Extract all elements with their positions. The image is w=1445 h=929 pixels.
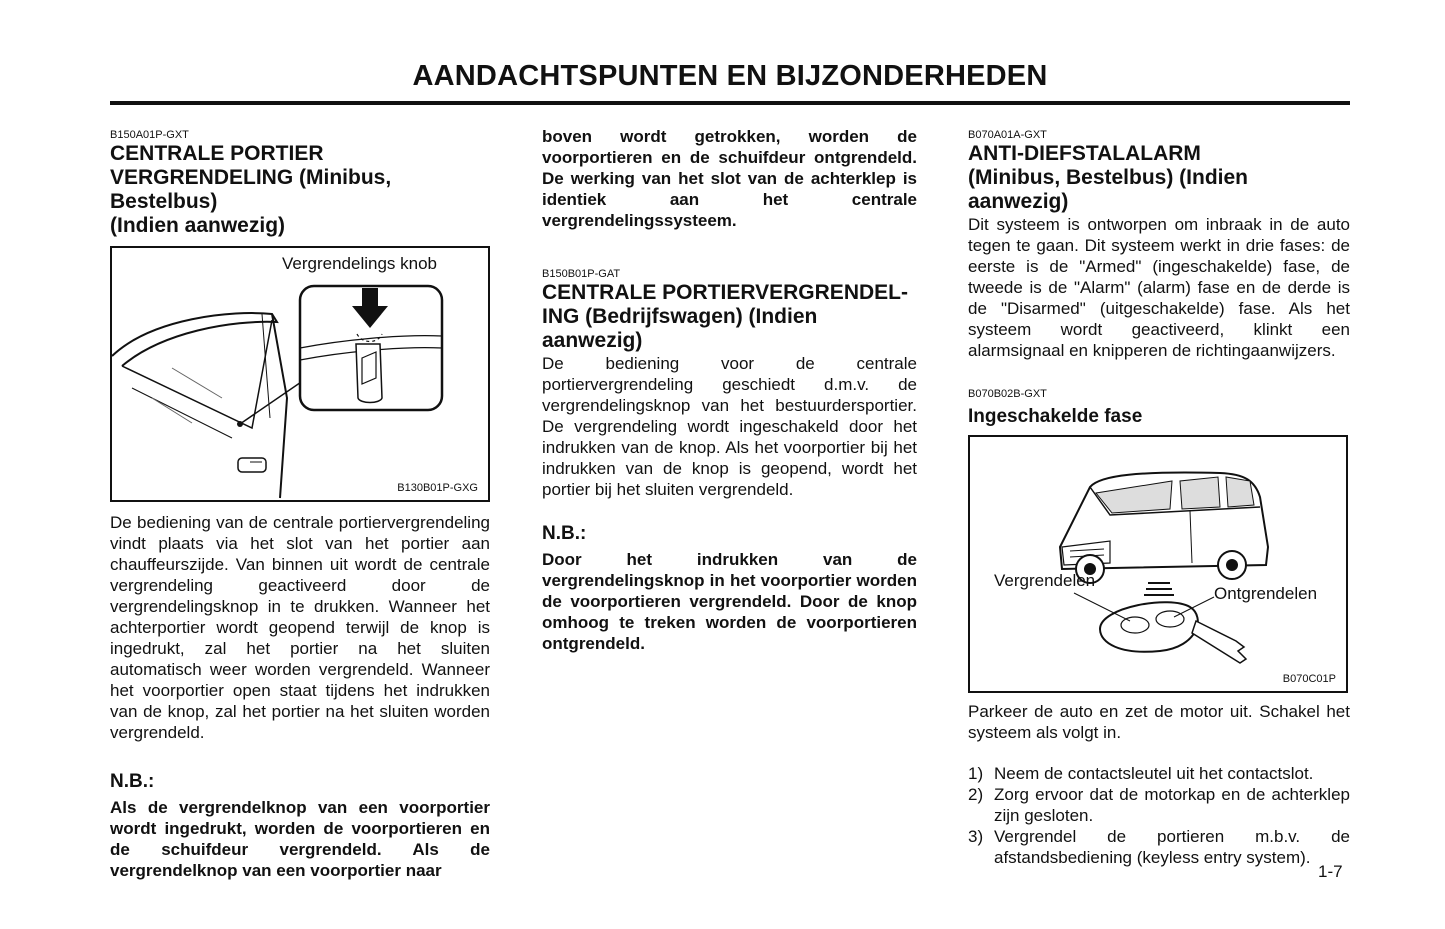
- figure-label-knob: Vergrendelings knob: [282, 254, 438, 273]
- page-title: AANDACHTSPUNTEN EN BIJZONDERHEDEN: [412, 60, 1048, 92]
- section-code: B150B01P-GAT: [542, 268, 621, 280]
- column-right: [968, 120, 1350, 868]
- door-lock-illustration: [112, 248, 488, 500]
- subheading: Ingeschakelde fase: [968, 406, 1143, 427]
- figure-code: B070C01P: [1282, 673, 1336, 685]
- section-code: B070A01A-GXT: [968, 129, 1047, 141]
- note-text: Door het indrukken van de vergrendelingsknop in het voorportier worden de voorportieren vergrendeld. Door de knop omhoog te treken worden de voorportieren ontgrendeld.: [542, 550, 917, 653]
- continued-text: boven wordt getrokken, worden de voorportieren en de schuifdeur ontgrendeld. De werking van het slot van de achterklep is identiek aan het centrale vergrendelingssysteem.: [542, 127, 917, 230]
- section-code: B070B02B-GXT: [968, 388, 1047, 400]
- note-title: N.B.:: [542, 523, 587, 544]
- figure-label-unlock: Ontgrendelen: [1214, 584, 1318, 603]
- steps-list: [968, 763, 1350, 868]
- body-text: Parkeer de auto en zet de motor uit. Schakel het systeem als volgt in.: [968, 702, 1350, 742]
- column-left: [110, 120, 490, 881]
- body-text: De bediening voor de centrale portiervergrendeling geschiedt d.m.v. de vergrendelingsknop van het bestuurdersportier. De vergrendeling wordt ingeschakeld door het indrukken van de knop. Als het voorportier bij het indrukken van de knop is geopend, wordt het portier bij het sluiten vergrendeld.: [542, 354, 917, 499]
- header-rule: [110, 101, 1350, 105]
- list-item: 3) Vergrendel de portieren m.b.v. de afstandsbediening (keyless entry system).: [968, 827, 1350, 867]
- body-text: De bediening van de centrale portiervergrendeling vindt plaats via het slot van het portier aan chauffeurszijde. Van binnen uit wordt de centrale vergrendeling geactiveerd door de vergrendelingsknop in te drukken. Wanneer het achterportier wordt geopend terwijl de knop is ingedrukt, zal het portier na het sluiten automatisch weer worden vergrendeld. Wanneer het voorportier open staat tijdens het indrukken van de knop, zal het portier na het sluiten worden vergrendeld.: [110, 513, 490, 742]
- van-keyfob-illustration: [970, 437, 1346, 691]
- note-title: N.B.:: [110, 771, 155, 792]
- door-lock-figure: [110, 246, 490, 502]
- note-text: Als de vergrendelknop van een voorportier wordt ingedrukt, worden de voorportieren en de schuifdeur vergrendeld. Als de vergrendelknop van een voorportier naar: [110, 798, 490, 880]
- section-heading: ANTI-DIEFSTALALARM (Minibus, Bestelbus) (Indien aanwezig): [968, 142, 1249, 213]
- section-heading: CENTRALE PORTIER VERGRENDELING (Minibus, Bestelbus) (Indien aanwezig): [110, 142, 392, 237]
- column-middle: [542, 120, 917, 654]
- section-code: B150A01P-GXT: [110, 129, 189, 141]
- section-heading: CENTRALE PORTIERVERGRENDEL- ING (Bedrijfswagen) (Indien aanwezig): [542, 281, 908, 352]
- list-item: 1) Neem de contactsleutel uit het contactslot.: [968, 764, 1314, 783]
- page-number: 1-7: [1318, 862, 1343, 881]
- list-item: 2) Zorg ervoor dat de motorkap en de achterklep zijn gesloten.: [968, 785, 1350, 825]
- alarm-figure: [968, 435, 1348, 693]
- figure-label-lock: Vergrendelen: [994, 571, 1096, 590]
- figure-code: B130B01P-GXG: [397, 482, 478, 494]
- intro-text: Dit systeem is ontworpen om inbraak in de auto tegen te gaan. Dit systeem werkt in drie fases: de eerste is de "Armed" (ingeschakelde) fase, de tweede is de "Alarm" (alarm) fase en de derde is de "Disarmed" (uitgeschakelde) fase. Als het systeem wordt geactiveerd, klinkt een alarmsignaal en knipperen de richtingaanwijzers.: [968, 215, 1350, 360]
